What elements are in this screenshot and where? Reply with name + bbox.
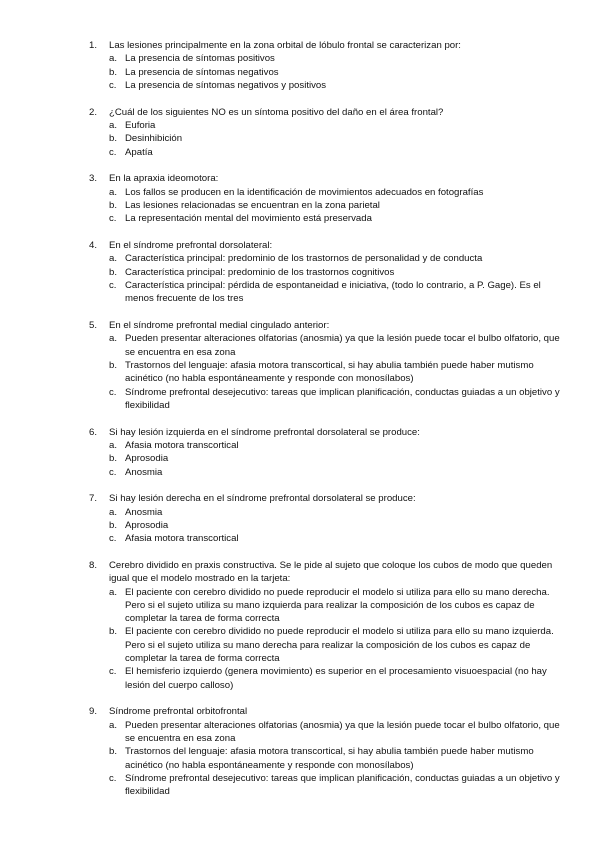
answer-option [109,66,570,79]
answer-option [109,439,570,452]
option-text: Pueden presentar alteraciones olfatorias (anosmia) ya que la lesión puede tocar el bulbo olfatorio, que se encuentra en esa zona [125,333,560,358]
option-text: Las lesiones relacionadas se encuentran en la zona parietal [125,199,380,211]
option-letter: c. [109,213,117,225]
question-row [89,492,570,505]
option-list [109,506,570,546]
option-text: Aprosodia [125,453,169,465]
option-text: Desinhibición [125,133,183,145]
option-text: Anosmia [125,466,163,478]
option-letter: a. [109,186,118,198]
question-6 [89,426,570,479]
question-4 [89,239,570,305]
option-letter: c. [109,386,117,398]
question-7 [89,492,570,545]
question-row [89,39,570,52]
answer-option [109,665,570,692]
option-text: La presencia de síntomas negativos y positivos [125,79,327,91]
answer-option [109,252,570,265]
option-letter: a. [109,439,118,451]
option-text: Anosmia [125,506,163,518]
option-letter: a. [109,253,118,265]
question-text: ¿Cuál de los siguientes NO es un síntoma positivo del daño en el área frontal? [109,106,444,118]
option-text: Afasia motora transcortical [125,533,239,545]
option-list [109,252,570,305]
option-letter: a. [109,586,118,598]
question-number: 7. [89,493,98,505]
question-text: En la apraxia ideomotora: [109,173,219,185]
option-letter: c. [109,772,117,784]
question-number: 8. [89,560,98,571]
option-letter: b. [109,66,118,78]
option-text: Característica principal: pérdida de espontaneidad e iniciativa, (todo lo contrario, a P. Gage). Es el menos frecuente de los tres [125,279,541,305]
answer-option [109,745,570,772]
answer-option [109,466,570,479]
option-letter: b. [109,453,118,465]
question-text: Si hay lesión derecha en el síndrome prefrontal dorsolateral se produce: [109,493,416,505]
option-letter: b. [109,133,118,145]
question-number: 5. [89,320,98,332]
option-text: Pueden presentar alteraciones olfatorias (anosmia) ya que la lesión puede tocar el bulbo olfatorio, que se encuentra en esa zona [125,719,560,745]
question-list [89,39,570,799]
option-text: Euforia [125,119,156,131]
answer-option [109,186,570,199]
answer-option [109,132,570,145]
option-letter: c. [109,146,117,158]
option-list [109,186,570,226]
question-5 [89,319,570,412]
option-text: Afasia motora transcortical [125,439,239,451]
option-text: La representación mental del movimiento está preservada [125,213,372,225]
option-letter: b. [109,359,118,371]
answer-option [109,212,570,225]
answer-option [109,332,570,359]
option-list [109,719,570,799]
question-text: Si hay lesión izquierda en el síndrome prefrontal dorsolateral se produce: [109,426,420,438]
question-number: 2. [89,106,98,118]
question-row [89,426,570,439]
question-8 [89,559,570,692]
option-text: Los fallos se producen en la identificación de movimientos adecuados en fotografías [125,186,484,198]
option-list [109,439,570,479]
option-letter: c. [109,666,117,678]
answer-option [109,506,570,519]
answer-option [109,519,570,532]
answer-option [109,719,570,746]
question-row [89,106,570,119]
option-letter: c. [109,79,117,91]
option-text: Trastornos del lenguaje: afasia motora transcortical, si hay abulia también puede haber mutismo acinético (no habla espontáneamente y responde con monosílabos) [125,359,534,385]
answer-option [109,199,570,212]
answer-option [109,119,570,132]
question-number: 3. [89,173,98,185]
question-row [89,559,570,586]
answer-option [109,586,570,626]
question-3 [89,172,570,225]
option-text: El paciente con cerebro dividido no puede reproducir el modelo si utiliza para ello su mano derecha. Pero si el sujeto utiliza su mano izquierda para realizar la composición de los cubos es capaz de completar la tarea de forma correcta [125,586,550,625]
option-letter: c. [109,466,117,478]
option-text: El paciente con cerebro dividido no puede reproducir el modelo si utiliza para ello su mano izquierda. Pero si el sujeto utiliza su mano derecha para realizar la composición de los cubos es capaz de completar la tarea de forma correcta [125,626,554,665]
answer-option [109,279,570,306]
answer-option [109,386,570,413]
question-text: Síndrome prefrontal orbitofrontal [109,706,248,718]
question-text: Las lesiones principalmente en la zona orbital de lóbulo frontal se caracterizan por: [109,40,461,51]
question-row [89,239,570,252]
option-letter: b. [109,519,118,531]
option-text: Aprosodia [125,519,169,531]
option-letter: a. [109,719,118,731]
option-letter: c. [109,533,117,545]
option-list [109,52,570,92]
question-number: 1. [89,40,98,51]
option-text: Síndrome prefrontal desejecutivo: tareas que implican planificación, conductas guiadas a un objetivo y flexibilidad [125,772,560,798]
option-letter: a. [109,119,118,131]
question-text: En el síndrome prefrontal medial cingulado anterior: [109,320,330,332]
question-number: 9. [89,706,98,718]
answer-option [109,146,570,159]
answer-option [109,625,570,665]
answer-option [109,359,570,386]
option-letter: a. [109,506,118,518]
answer-option [109,52,570,65]
answer-option [109,772,570,799]
option-letter: a. [109,333,118,345]
option-letter: a. [109,53,118,65]
option-list [109,586,570,692]
option-text: El hemisferio izquierdo (genera movimiento) es superior en el procesamiento visuoespacial (no hay lesión del cuerpo calloso) [125,666,547,691]
question-text: En el síndrome prefrontal dorsolateral: [109,240,273,252]
option-list [109,119,570,159]
option-letter: c. [109,279,117,291]
option-text: Síndrome prefrontal desejecutivo: tareas que implican planificación, conductas guiadas a un objetivo y flexibilidad [125,386,560,411]
answer-option [109,452,570,465]
answer-option [109,79,570,92]
option-text: La presencia de síntomas positivos [125,53,275,65]
question-2 [89,106,570,159]
answer-option [109,532,570,545]
question-number: 6. [89,426,98,438]
option-text: Apatía [125,146,153,158]
question-row [89,172,570,185]
option-letter: b. [109,199,118,211]
option-letter: b. [109,266,118,278]
option-text: Trastornos del lenguaje: afasia motora transcortical, si hay abulia también puede haber mutismo acinético (no habla espontáneamente y responde con monosílabos) [125,746,534,771]
option-text: La presencia de síntomas negativos [125,66,279,78]
option-list [109,332,570,412]
question-row [89,705,570,718]
option-letter: b. [109,746,118,758]
option-text: Característica principal: predominio de los trastornos cognitivos [125,266,395,278]
question-text: Cerebro dividido en praxis constructiva. Se le pide al sujeto que coloque los cubos de modo que queden igual que el modelo mostrado en la tarjeta: [109,560,553,585]
answer-option [109,266,570,279]
option-letter: b. [109,626,118,638]
option-text: Característica principal: predominio de los trastornos de personalidad y de conducta [125,253,483,265]
question-1 [89,39,570,92]
question-number: 4. [89,240,98,252]
question-row [89,319,570,332]
question-9 [89,705,570,798]
